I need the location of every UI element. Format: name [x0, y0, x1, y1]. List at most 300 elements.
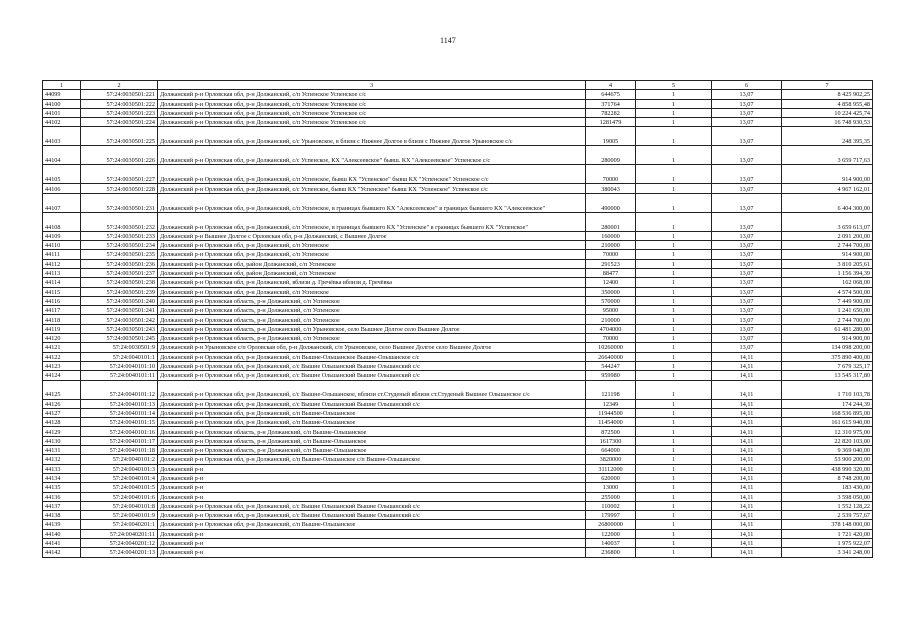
cadastral-value-cell: 3 810 205,61 [782, 259, 873, 268]
table-row [43, 352, 873, 361]
cadastral-value-cell: 53 900 200,00 [782, 455, 873, 464]
specific-value-cell: 13,07 [712, 231, 782, 240]
specific-value-cell: 13,07 [712, 193, 782, 212]
row-number-cell: 44112 [43, 259, 81, 268]
table-row [43, 371, 873, 380]
area-cell: 380043 [586, 184, 636, 193]
table-row [43, 90, 873, 99]
address-cell: Должанский р-н [158, 538, 586, 547]
address-cell: Должанский р-н Орловская обл, р-н Должанский, с/с Урыновское, в близи с Нижнее Долгое в близи с Нижнее Долгое Урыновское с/с [158, 127, 586, 146]
cadastral-number-cell: 57:24:0030501:237 [81, 268, 158, 277]
table-row [43, 455, 873, 464]
cadastral-value-cell: 4 574 500,00 [782, 287, 873, 296]
specific-value-cell: 13,07 [712, 268, 782, 277]
table-row [43, 529, 873, 538]
table-row [43, 306, 873, 315]
row-number-cell: 44100 [43, 99, 81, 108]
count-cell: 1 [636, 268, 712, 277]
cadastral-number-cell: 57:24:0030501:232 [81, 212, 158, 231]
specific-value-cell: 14,11 [712, 529, 782, 538]
count-cell: 1 [636, 446, 712, 455]
table-row [43, 501, 873, 510]
count-cell: 1 [636, 352, 712, 361]
address-cell: Должанский р-н Орловская область, р-н Должанский, с/п Успенское [158, 306, 586, 315]
table-row [43, 427, 873, 436]
table-row [43, 492, 873, 501]
table-row [43, 324, 873, 333]
table-row [43, 538, 873, 547]
count-cell: 1 [636, 371, 712, 380]
cadastral-number-cell: 57:24:0040101:3 [81, 464, 158, 473]
cadastral-value-cell: 183 430,00 [782, 483, 873, 492]
row-number-cell: 44113 [43, 268, 81, 277]
column-header: 4 [586, 81, 636, 90]
cadastral-number-cell: 57:24:0040201:1 [81, 520, 158, 529]
area-cell: 236800 [586, 548, 636, 557]
table-row [43, 408, 873, 417]
row-number-cell: 44105 [43, 165, 81, 184]
column-header: 3 [158, 81, 586, 90]
row-number-cell: 44138 [43, 511, 81, 520]
row-number-cell: 44103 [43, 127, 81, 146]
cadastral-number-cell: 57:24:0040101:11 [81, 371, 158, 380]
specific-value-cell: 14,11 [712, 464, 782, 473]
table-row [43, 334, 873, 343]
specific-value-cell: 14,11 [712, 501, 782, 510]
area-cell: 179997 [586, 511, 636, 520]
specific-value-cell: 14,11 [712, 483, 782, 492]
cadastral-number-cell: 57:24:0030501:233 [81, 231, 158, 240]
specific-value-cell: 14,11 [712, 427, 782, 436]
specific-value-cell: 14,11 [712, 520, 782, 529]
cadastral-value-cell: 914 900,00 [782, 250, 873, 259]
cadastral-value-cell: 7 679 325,17 [782, 361, 873, 370]
cadastral-value-cell: 3 659 613,07 [782, 212, 873, 231]
cadastral-value-cell: 1 710 103,78 [782, 380, 873, 399]
area-cell: 490000 [586, 193, 636, 212]
address-cell: Должанский р-н Орловская область, р-н Должанский, с/п Вышне-Ольшанское [158, 446, 586, 455]
specific-value-cell: 13,07 [712, 146, 782, 165]
area-cell: 70000 [586, 250, 636, 259]
cadastral-number-cell: 57:24:0040101:18 [81, 446, 158, 455]
cadastral-value-cell: 161 615 940,00 [782, 418, 873, 427]
row-number-cell: 44133 [43, 464, 81, 473]
count-cell: 1 [636, 520, 712, 529]
row-number-cell: 44134 [43, 473, 81, 482]
table-row [43, 343, 873, 352]
cadastral-number-cell: 57:24:0040101:4 [81, 473, 158, 482]
address-cell: Должанский р-н [158, 548, 586, 557]
count-cell: 1 [636, 287, 712, 296]
cadastral-number-cell: 57:24:0030501:245 [81, 334, 158, 343]
specific-value-cell: 14,11 [712, 446, 782, 455]
table-row [43, 473, 873, 482]
table-row [43, 464, 873, 473]
address-cell: Должанский р-н [158, 464, 586, 473]
cadastral-number-cell: 57:24:0040101:17 [81, 436, 158, 445]
row-number-cell: 44116 [43, 296, 81, 305]
count-cell: 1 [636, 455, 712, 464]
cadastral-value-cell: 9 369 040,00 [782, 446, 873, 455]
specific-value-cell: 14,11 [712, 548, 782, 557]
area-cell: 95000 [586, 306, 636, 315]
address-cell: Должанский р-н Орловская обл, р-н Должанский, с/с Вышне Ольшанский Вышне Ольшанский с/с [158, 399, 586, 408]
count-cell: 1 [636, 483, 712, 492]
cadastral-number-cell: 57:24:0030501:228 [81, 184, 158, 193]
specific-value-cell: 14,11 [712, 408, 782, 417]
specific-value-cell: 14,11 [712, 511, 782, 520]
row-number-cell: 44125 [43, 380, 81, 399]
column-header: 7 [782, 81, 873, 90]
cadastral-number-cell: 57:24:0030501:235 [81, 250, 158, 259]
address-cell: Должанский р-н Урыновское с/п Орловская обл, р-н Должанский, с/п Урыновское, село Вышнее Долгое село Вышнее Долгое [158, 343, 586, 352]
area-cell: 544247 [586, 361, 636, 370]
count-cell: 1 [636, 361, 712, 370]
cadastral-value-cell: 2 091 200,00 [782, 231, 873, 240]
specific-value-cell: 14,11 [712, 492, 782, 501]
cadastral-value-cell: 438 990 320,00 [782, 464, 873, 473]
address-cell: Должанский р-н Орловская обл, р-н Должанский, с/п Успенское, в границах бывшего КХ "Успенское" в границах бывшего КХ "Успенское" [158, 212, 586, 231]
specific-value-cell: 14,11 [712, 473, 782, 482]
area-cell: 12349 [586, 399, 636, 408]
specific-value-cell: 14,11 [712, 380, 782, 399]
count-cell: 1 [636, 315, 712, 324]
area-cell: 620000 [586, 473, 636, 482]
address-cell: Должанский р-н Орловская обл, р-н Должанский, с/п Успенское Успенское с/с [158, 90, 586, 99]
cadastral-number-cell: 57:24:0040101:6 [81, 492, 158, 501]
table-row [43, 436, 873, 445]
specific-value-cell: 13,07 [712, 90, 782, 99]
specific-value-cell: 13,07 [712, 99, 782, 108]
table-row [43, 399, 873, 408]
specific-value-cell: 13,07 [712, 184, 782, 193]
row-number-cell: 44131 [43, 446, 81, 455]
area-cell: 19005 [586, 127, 636, 146]
table-row [43, 250, 873, 259]
specific-value-cell: 13,07 [712, 127, 782, 146]
cadastral-value-cell: 914 900,00 [782, 334, 873, 343]
cadastral-value-cell: 61 481 280,00 [782, 324, 873, 333]
address-cell: Должанский р-н Орловская обл, р-н Должанский, с/п Успенское [158, 287, 586, 296]
cadastral-number-cell: 57:24:0030501:226 [81, 146, 158, 165]
address-cell: Должанский р-н Орловская обл, р-н Должанский, вблизи д. Гречёвка вблизи д. Гречёвка [158, 278, 586, 287]
area-cell: 70000 [586, 165, 636, 184]
cadastral-number-cell: 57:24:0030501:225 [81, 127, 158, 146]
count-cell: 1 [636, 165, 712, 184]
count-cell: 1 [636, 184, 712, 193]
cadastral-value-cell: 1 241 650,00 [782, 306, 873, 315]
table-row [43, 418, 873, 427]
count-cell: 1 [636, 250, 712, 259]
cadastral-number-cell: 57:24:0030501:223 [81, 108, 158, 117]
cadastral-number-cell: 57:24:0040101:5 [81, 483, 158, 492]
cadastral-number-cell: 57:24:0030501:239 [81, 287, 158, 296]
address-cell: Должанский р-н Орловская обл, р-н Должанский, с/п Успенское, бывш КХ "Успенское" бывш КХ "Успенское" Успенское с/с [158, 165, 586, 184]
count-cell: 1 [636, 278, 712, 287]
specific-value-cell: 14,11 [712, 436, 782, 445]
row-number-cell: 44135 [43, 483, 81, 492]
cadastral-value-cell: 7 449 900,00 [782, 296, 873, 305]
address-cell: Должанский р-н Орловская обл, р-н Должанский, с/п Вышне-Ольшанское Вышне-Ольшанское с/с [158, 352, 586, 361]
table-row [43, 446, 873, 455]
cadastral-number-cell: 57:24:0030501:240 [81, 296, 158, 305]
cadastral-value-cell: 13 545 317,80 [782, 371, 873, 380]
specific-value-cell: 13,07 [712, 241, 782, 250]
cadastral-value-cell: 248 395,35 [782, 127, 873, 146]
specific-value-cell: 13,07 [712, 259, 782, 268]
table-row [43, 99, 873, 108]
address-cell: Должанский р-н [158, 529, 586, 538]
count-cell: 1 [636, 436, 712, 445]
area-cell: 10260000 [586, 343, 636, 352]
table-row [43, 241, 873, 250]
cadastral-value-cell: 6 404 300,00 [782, 193, 873, 212]
area-cell: 13000 [586, 483, 636, 492]
table-row [43, 127, 873, 146]
area-cell: 160000 [586, 231, 636, 240]
cadastral-value-cell: 375 890 400,00 [782, 352, 873, 361]
row-number-cell: 44104 [43, 146, 81, 165]
row-number-cell: 44118 [43, 315, 81, 324]
cadastral-value-cell: 1 156 394,39 [782, 268, 873, 277]
cadastral-value-cell: 3 659 717,63 [782, 146, 873, 165]
cadastral-number-cell: 57:24:0030501:243 [81, 324, 158, 333]
specific-value-cell: 13,07 [712, 278, 782, 287]
address-cell: Должанский р-н Орловская обл, р-н Должанский, с/п Успенское Успенское с/с [158, 118, 586, 127]
area-cell: 350000 [586, 287, 636, 296]
cadastral-number-cell: 57:24:0030501:231 [81, 193, 158, 212]
cadastral-number-cell: 57:24:0040101:2 [81, 455, 158, 464]
address-cell: Должанский р-н Орловская обл, р-н Должанский, с/с Вышне Ольшанский Вышне Ольшанский с/с [158, 371, 586, 380]
table-row [43, 231, 873, 240]
row-number-cell: 44128 [43, 418, 81, 427]
row-number-cell: 44114 [43, 278, 81, 287]
row-number-cell: 44123 [43, 361, 81, 370]
cadastral-number-cell: 57:24:0030501:222 [81, 99, 158, 108]
row-number-cell: 44107 [43, 193, 81, 212]
address-cell: Должанский р-н Орловская обл, р-н Должанский, с/п Вышне-Ольшанское с/п Вышне-Ольшанское [158, 455, 586, 464]
cadastral-number-cell: 57:24:0040201:12 [81, 538, 158, 547]
address-cell: Должанский р-н Орловская обл, р-н Должанский, с/с Успенское, КХ "Алексеевское" бывш. КХ "Алексеевское" Успенское с/с [158, 146, 586, 165]
count-cell: 1 [636, 118, 712, 127]
area-cell: 4704000 [586, 324, 636, 333]
column-header: 2 [81, 81, 158, 90]
specific-value-cell: 14,11 [712, 371, 782, 380]
address-cell: Должанский р-н Орловская область, р-н Должанский, с/п Вышне-Ольшанское [158, 436, 586, 445]
cadastral-value-cell: 22 820 103,00 [782, 436, 873, 445]
count-cell: 1 [636, 548, 712, 557]
count-cell: 1 [636, 427, 712, 436]
table-row [43, 193, 873, 212]
area-cell: 122000 [586, 529, 636, 538]
specific-value-cell: 13,07 [712, 334, 782, 343]
cadastral-number-cell: 57:24:0040101:8 [81, 501, 158, 510]
cadastral-value-cell: 16 748 930,53 [782, 118, 873, 127]
cadastral-value-cell: 2 539 757,67 [782, 511, 873, 520]
count-cell: 1 [636, 464, 712, 473]
count-cell: 1 [636, 334, 712, 343]
area-cell: 70000 [586, 334, 636, 343]
address-cell: Должанский р-н Орловская обл, р-н Должанский, с/п Вышне-Ольшанское [158, 408, 586, 417]
cadastral-number-cell: 57:24:0030501:221 [81, 90, 158, 99]
row-number-cell: 44119 [43, 324, 81, 333]
area-cell: 1281479 [586, 118, 636, 127]
area-cell: 644675 [586, 90, 636, 99]
cadastral-number-cell: 57:24:0040101:14 [81, 408, 158, 417]
specific-value-cell: 13,07 [712, 296, 782, 305]
cadastral-value-cell: 2 744 700,00 [782, 315, 873, 324]
specific-value-cell: 13,07 [712, 306, 782, 315]
column-number-row [43, 81, 873, 90]
cadastral-number-cell: 57:24:0030501:241 [81, 306, 158, 315]
cadastral-number-cell: 57:24:0030501:242 [81, 315, 158, 324]
count-cell: 1 [636, 538, 712, 547]
cadastral-value-cell: 174 244,39 [782, 399, 873, 408]
row-number-cell: 44136 [43, 492, 81, 501]
row-number-cell: 44142 [43, 548, 81, 557]
area-cell: 26640000 [586, 352, 636, 361]
row-number-cell: 44139 [43, 520, 81, 529]
cadastral-value-cell: 162 068,00 [782, 278, 873, 287]
count-cell: 1 [636, 241, 712, 250]
address-cell: Должанский р-н Орловская обл, р-н Должанский, с/с Вышне Ольшанский Вышне Ольшанский с/с [158, 511, 586, 520]
column-header: 5 [636, 81, 712, 90]
count-cell: 1 [636, 343, 712, 352]
count-cell: 1 [636, 259, 712, 268]
cadastral-value-cell: 1 721 420,00 [782, 529, 873, 538]
cadastral-value-cell: 378 148 000,00 [782, 520, 873, 529]
area-cell: 255000 [586, 492, 636, 501]
address-cell: Должанский р-н Орловская обл, р-н Должанский, с/п Вышне-Ольшанское [158, 418, 586, 427]
count-cell: 1 [636, 296, 712, 305]
count-cell: 1 [636, 418, 712, 427]
count-cell: 1 [636, 492, 712, 501]
area-cell: 11454000 [586, 418, 636, 427]
area-cell: 291523 [586, 259, 636, 268]
cadastral-number-cell: 57:24:0040201:13 [81, 548, 158, 557]
address-cell: Должанский р-н Орловская обл, р-н Должанский, с/п Успенское [158, 250, 586, 259]
address-cell: Должанский р-н Орловская обл, р-н Должанский, с/п Вышне-Ольшанское [158, 520, 586, 529]
cadastral-value-cell: 134 098 200,00 [782, 343, 873, 352]
area-cell: 210000 [586, 315, 636, 324]
column-header: 6 [712, 81, 782, 90]
specific-value-cell: 13,07 [712, 118, 782, 127]
row-number-cell: 44101 [43, 108, 81, 117]
address-cell: Должанский р-н Орловская обл, р-н Должанский, с/с Успенское, бывш КХ "Успенское" бывш КХ "Успенское" Успенское с/с [158, 184, 586, 193]
row-number-cell: 44129 [43, 427, 81, 436]
table-row [43, 108, 873, 117]
count-cell: 1 [636, 511, 712, 520]
address-cell: Должанский р-н Орловская обл, р-н Должанский, с/с Вышне Ольшанский Вышне Ольшанский с/с [158, 361, 586, 370]
area-cell: 371764 [586, 99, 636, 108]
row-number-cell: 44140 [43, 529, 81, 538]
row-number-cell: 44130 [43, 436, 81, 445]
area-cell: 664000 [586, 446, 636, 455]
address-cell: Должанский р-н Орловская область, р-н Должанский, с/п Успенское [158, 315, 586, 324]
cadastral-value-cell: 168 536 895,00 [782, 408, 873, 417]
cadastral-number-cell: 57:24:0040101:12 [81, 380, 158, 399]
cadastral-value-cell: 4 858 955,48 [782, 99, 873, 108]
area-cell: 140037 [586, 538, 636, 547]
row-number-cell: 44141 [43, 538, 81, 547]
row-number-cell: 44109 [43, 231, 81, 240]
cadastral-number-cell: 57:24:0040201:11 [81, 529, 158, 538]
specific-value-cell: 13,07 [712, 324, 782, 333]
row-number-cell: 44111 [43, 250, 81, 259]
cadastral-number-cell: 57:24:0030501:224 [81, 118, 158, 127]
cadastral-value-cell: 914 900,00 [782, 165, 873, 184]
address-cell: Должанский р-н Орловская область, р-н Должанский, с/п Успенское [158, 334, 586, 343]
specific-value-cell: 14,11 [712, 538, 782, 547]
specific-value-cell: 14,11 [712, 399, 782, 408]
table-row [43, 520, 873, 529]
table-row [43, 268, 873, 277]
cadastral-value-cell: 2 744 700,00 [782, 241, 873, 250]
row-number-cell: 44102 [43, 118, 81, 127]
row-number-cell: 44124 [43, 371, 81, 380]
table-row [43, 315, 873, 324]
cadastral-value-cell: 8 748 200,00 [782, 473, 873, 482]
specific-value-cell: 13,07 [712, 287, 782, 296]
cadastral-number-cell: 57:24:0030501:9 [81, 343, 158, 352]
area-cell: 88477 [586, 268, 636, 277]
row-number-cell: 44122 [43, 352, 81, 361]
count-cell: 1 [636, 529, 712, 538]
table-row [43, 296, 873, 305]
address-cell: Должанский р-н Орловская обл, р-н Должанский, с/с Вышне Ольшанский Вышне Ольшанский с/с [158, 501, 586, 510]
specific-value-cell: 13,07 [712, 165, 782, 184]
cadastral-number-cell: 57:24:0030501:236 [81, 259, 158, 268]
cadastral-value-cell: 12 310 975,00 [782, 427, 873, 436]
cadastral-value-table [42, 80, 873, 558]
area-cell: 3820000 [586, 455, 636, 464]
count-cell: 1 [636, 231, 712, 240]
area-cell: 11944500 [586, 408, 636, 417]
table-row [43, 361, 873, 370]
address-cell: Должанский р-н [158, 483, 586, 492]
table-row [43, 212, 873, 231]
table-row [43, 380, 873, 399]
count-cell: 1 [636, 324, 712, 333]
cadastral-value-cell: 4 967 162,01 [782, 184, 873, 193]
cadastral-number-cell: 57:24:0040101:15 [81, 418, 158, 427]
row-number-cell: 44110 [43, 241, 81, 250]
table-row [43, 548, 873, 557]
table-row [43, 165, 873, 184]
count-cell: 1 [636, 408, 712, 417]
page-number: 1147 [440, 36, 456, 45]
cadastral-number-cell: 57:24:0040101:13 [81, 399, 158, 408]
area-cell: 110002 [586, 501, 636, 510]
row-number-cell: 44117 [43, 306, 81, 315]
count-cell: 1 [636, 90, 712, 99]
cadastral-value-cell: 3 598 050,00 [782, 492, 873, 501]
row-number-cell: 44126 [43, 399, 81, 408]
count-cell: 1 [636, 380, 712, 399]
area-cell: 872500 [586, 427, 636, 436]
area-cell: 280009 [586, 146, 636, 165]
row-number-cell: 44099 [43, 90, 81, 99]
count-cell: 1 [636, 501, 712, 510]
row-number-cell: 44108 [43, 212, 81, 231]
area-cell: 782282 [586, 108, 636, 117]
address-cell: Должанский р-н Орловская обл, район Должанский, с/п Успенское [158, 268, 586, 277]
area-cell: 280001 [586, 212, 636, 231]
row-number-cell: 44120 [43, 334, 81, 343]
cadastral-number-cell: 57:24:0040101:16 [81, 427, 158, 436]
address-cell: Должанский р-н Орловская обл, р-н Должанский, с/с Вышне-Ольшанское, вблизи ст.Студеный вблизи ст.Студеный Вышнее Ольшанское с/с [158, 380, 586, 399]
table-row [43, 118, 873, 127]
